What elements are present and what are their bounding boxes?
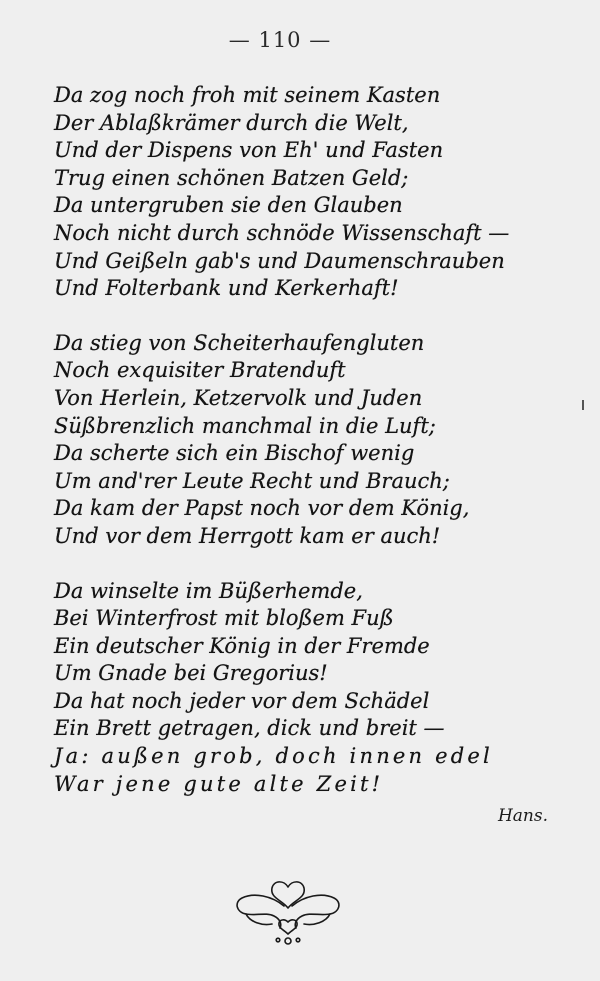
poem-line: Ein Brett getragen, dick und breit — xyxy=(54,716,445,741)
heart-ornament-icon xyxy=(232,878,344,950)
poem-line: Da scherte sich ein Bischof wenig xyxy=(54,441,415,466)
poem-line: Da kam der Papst noch vor dem König, xyxy=(54,496,470,521)
poem-line: Süßbrenzlich manchmal in die Luft; xyxy=(54,413,436,438)
poem xyxy=(54,82,574,798)
stanza-1 xyxy=(54,82,574,303)
poem-line: Da untergruben sie den Glauben xyxy=(54,193,403,218)
poem-line: Und der Dispens von Eh' und Fasten xyxy=(54,138,444,163)
poem-line: Da winselte im Büßerhemde, xyxy=(54,578,363,603)
poem-line: Bei Winterfrost mit bloßem Fuß xyxy=(54,606,394,631)
poem-line: Und Folterbank und Kerkerhaft! xyxy=(54,276,399,301)
poem-line: Trug einen schönen Batzen Geld; xyxy=(54,165,409,190)
poem-line: Da stieg von Scheiterhaufengluten xyxy=(54,330,425,355)
author-signature: Hans. xyxy=(497,806,548,826)
poem-line: Und Geißeln gab's und Daumenschrauben xyxy=(54,248,505,273)
poem-line: Da hat noch jeder vor dem Schädel xyxy=(54,688,430,713)
print-mark xyxy=(582,400,584,410)
poem-line: Um Gnade bei Gregorius! xyxy=(54,661,328,686)
poem-line: Da zog noch froh mit seinem Kasten xyxy=(54,83,441,107)
poem-line: Der Ablaßkrämer durch die Welt, xyxy=(54,110,409,135)
poem-line: Von Herlein, Ketzervolk und Juden xyxy=(54,385,423,410)
poem-line: Noch exquisiter Bratenduft xyxy=(54,358,346,383)
poem-line-spaced: War jene gute alte Zeit! xyxy=(54,771,384,796)
poem-line: Und vor dem Herrgott kam er auch! xyxy=(54,523,441,548)
page-number: — 110 — xyxy=(228,28,332,52)
poem-line: Um and'rer Leute Recht und Brauch; xyxy=(54,468,450,493)
poem-line-spaced: Ja: außen grob, doch innen edel xyxy=(54,744,493,769)
stanza-3 xyxy=(54,578,574,799)
poem-line: Noch nicht durch schnöde Wissenschaft — xyxy=(54,220,510,245)
stanza-2 xyxy=(54,330,574,551)
poem-line: Ein deutscher König in der Fremde xyxy=(54,633,430,658)
